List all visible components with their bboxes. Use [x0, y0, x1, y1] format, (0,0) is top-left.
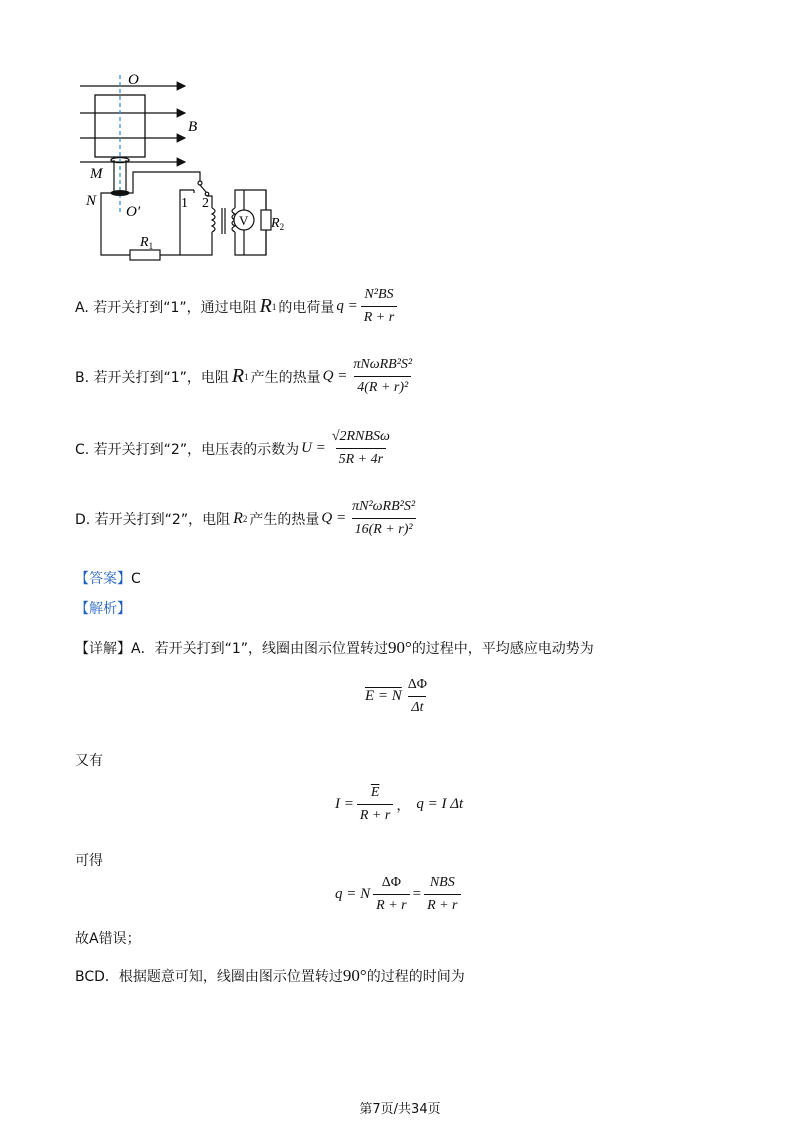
equation-3-lhs: q = N	[335, 886, 371, 902]
option-d-sub: 2	[242, 513, 248, 524]
detail-line-1-a: A．若开关打到“1”，线圈由图示位置转过	[131, 641, 388, 657]
answer-line	[75, 568, 141, 588]
equation-2-lhs: I =	[335, 796, 354, 812]
detail-line-1	[75, 638, 594, 658]
option-a-var: R	[259, 295, 272, 317]
option-b-text: B. 若开关打到“1”，电阻	[75, 369, 229, 386]
equation-1-lhs: E = N	[365, 688, 402, 704]
answer-label: 【答案】	[75, 571, 131, 587]
option-c-denominator: 5R + 4r	[336, 448, 386, 469]
option-a-denominator: R + r	[361, 306, 397, 327]
option-a	[75, 286, 400, 327]
equation-3-equals: =	[412, 886, 422, 902]
option-d-denominator: 16(R + r)²	[352, 518, 416, 539]
option-a-numerator: N²BS	[364, 287, 394, 302]
bcd-text-a: BCD．根据题意可知，线圈由图示位置转过	[75, 969, 343, 985]
label-o: O	[128, 72, 139, 88]
label-b: B	[188, 119, 198, 135]
option-c-lhs: U =	[301, 440, 326, 456]
equation-3-fraction-1	[373, 874, 409, 915]
option-d-numerator: πN²ωRB²S²	[352, 499, 416, 514]
option-b-lhs: Q =	[322, 368, 348, 384]
equation-3-denominator-2: R + r	[424, 894, 460, 915]
equation-2-denominator: R + r	[357, 804, 393, 825]
equation-2-numerator: $\overline{E}$	[370, 785, 380, 800]
option-b-numerator: πNωRB²S²	[353, 357, 413, 372]
option-c-fraction	[329, 428, 393, 469]
option-b-var: R	[231, 365, 245, 387]
option-d-var: R	[233, 509, 243, 527]
option-a-text: A. 若开关打到“1”，通过电阻	[75, 299, 257, 316]
option-d-text: D. 若开关打到“2”，电阻	[75, 511, 231, 528]
magnetic-field-lines	[80, 86, 185, 162]
detail-label: 【详解】	[75, 641, 131, 657]
equation-3-numerator-2: NBS	[429, 875, 455, 890]
option-a-lhs: q =	[336, 298, 358, 314]
option-a-fraction	[361, 286, 397, 327]
option-c	[75, 428, 396, 469]
answer-value: C	[131, 571, 141, 587]
option-b-sub: 1	[244, 371, 249, 382]
resistor-r2	[261, 210, 271, 230]
option-d-mid: 产生的热量	[249, 511, 320, 528]
option-c-numerator: √2RNBSω	[331, 429, 390, 444]
label-2: 2	[202, 196, 209, 211]
conclusion-line	[75, 928, 141, 948]
equation-3-numerator-1: ΔΦ	[381, 875, 401, 890]
label-m: M	[90, 166, 103, 182]
analysis-label: 【解析】	[75, 601, 131, 617]
youyou-text: 又有	[75, 753, 103, 769]
equation-2-fraction	[357, 784, 393, 825]
label-r1: $R_1$	[140, 235, 154, 251]
option-d	[75, 498, 421, 539]
kede-line	[75, 850, 103, 870]
bcd-text-b: 的过程的时间为	[366, 969, 465, 985]
label-o-prime: O′	[126, 204, 141, 220]
equation-3-denominator-1: R + r	[373, 894, 409, 915]
label-1: 1	[181, 196, 188, 211]
option-a-sub: 1	[271, 301, 277, 312]
youyou-line	[75, 750, 103, 770]
bcd-angle: 90°	[342, 966, 367, 985]
detail-line-1-b: 的过程中，平均感应电动势为	[411, 641, 594, 657]
equation-2	[335, 784, 463, 825]
option-b-denominator: 4(R + r)²	[354, 376, 411, 397]
resistor-r1	[130, 250, 160, 260]
bcd-line	[75, 966, 465, 986]
label-v: V	[239, 213, 249, 228]
equation-3	[335, 874, 464, 915]
option-b	[75, 356, 418, 397]
circuit-diagram	[70, 60, 310, 265]
equation-1-numerator: ΔΦ	[407, 677, 428, 692]
option-b-fraction	[350, 356, 415, 397]
detail-angle: 90°	[388, 638, 412, 657]
page-footer	[0, 1098, 800, 1117]
kede-text: 可得	[75, 853, 103, 869]
analysis-line	[75, 598, 131, 618]
option-a-mid: 的电荷量	[278, 299, 335, 316]
equation-1-fraction	[405, 676, 430, 717]
page-number: 第7页/共34页	[359, 1102, 441, 1117]
label-n: N	[86, 193, 97, 209]
equation-1	[365, 676, 433, 717]
label-r2: $R_2$	[271, 216, 285, 232]
option-d-fraction	[349, 498, 418, 539]
equation-2-rhs: q = I Δt	[416, 796, 464, 812]
option-d-lhs: Q =	[321, 510, 347, 526]
equation-3-fraction-2	[424, 874, 460, 915]
conclusion-text: 故A错误；	[75, 931, 141, 947]
option-c-text: C. 若开关打到“2”，电压表的示数为	[75, 441, 300, 458]
option-b-mid: 产生的热量	[250, 369, 321, 386]
equation-2-separator: ，	[396, 797, 411, 814]
equation-1-denominator: Δt	[408, 696, 426, 717]
